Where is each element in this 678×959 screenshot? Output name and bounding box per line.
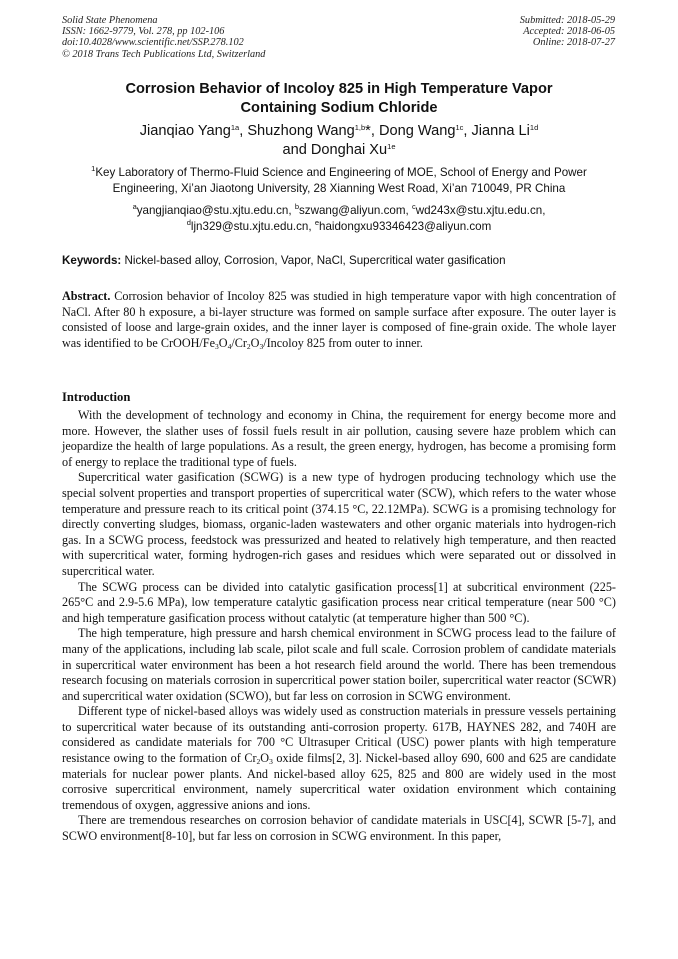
title-line-2: Containing Sodium Chloride: [240, 100, 438, 116]
journal-name: Solid State Phenomena: [62, 15, 158, 26]
dates-header: [520, 15, 615, 49]
author-name: Shuzhong Wang: [247, 123, 355, 139]
author-and: and: [282, 141, 307, 158]
affiliation-line-1: Key Laboratory of Thermo-Fluid Science and Engineering of MOE, School of Energy and Power: [95, 166, 587, 179]
author-name: Jianqiao Yang: [139, 123, 231, 139]
author-name: Donghai Xu: [310, 141, 388, 158]
paragraph: The high temperature, high pressure and harsh chemical environment in SCWG process lead to the failure of many of the applications, including lab scale, pilot scale and full scale. Corrosion problem of candidate materials in supercritical water environment has been a hot research field around the world. There has been tremendous research focusing on materials corrosion in supercritical power station boiler, supercritical water reactor (SCWR) and supercritical water oxidation (SCWO), but far less on corrosion in SCWG environment.: [62, 626, 616, 703]
author-sup: 1d: [529, 123, 539, 132]
issn: ISSN: 1662-9779, Vol. 278, pp 102-106: [62, 26, 225, 38]
affiliation-number: 1: [91, 164, 96, 173]
author-sup: 1,b: [354, 123, 366, 132]
title-line-1: Corrosion Behavior of Incoloy 825 in High Temperature Vapor: [125, 81, 553, 97]
accepted-date: Accepted: 2018-06-05: [523, 26, 615, 38]
email-link[interactable]: szwang@aliyun.com,: [299, 204, 409, 217]
submitted-date: Submitted: 2018-05-29: [519, 15, 615, 26]
email-link[interactable]: yangjianqiao@stu.xjtu.edu.cn,: [136, 204, 292, 217]
abstract: Abstract. Corrosion behavior of Incoloy 825 was studied in high temperature vapor with high concentration of NaCl. After 80 h exposure, a bi-layer structure was formed on sample surface after exposure. The outer layer is consisted of loose and large-grain oxides, and the inner layer is composed of fine-grain oxide. The whole layer was identified to be CrOOH/$Fe_3O_4/Cr_2O_3$/Incoloy 825 from outer to inner.: [62, 289, 616, 351]
paragraph: Different type of nickel-based alloys was widely used as construction materials in pressure vessels pertaining to supercritical water because of its outstanding anti-corrosion property. 617B, HAYNES 282, and 740H are considered as candidate materials for 700 °C Ultrasuper Critical (USC) power plants with high temperature resistance owing to the formation of $Cr_2O_3$ oxide films[2, 3]. Nickel-based alloy 690, 600 and 625 are candidate materials for nuclear power plants. And nickel-based alloy 625, 825 and 800 are widely used in the most corrosive supercritical environment, namely supercritical water oxidation environment which containing tremendous of oxygen, aggressive anions and ions.: [62, 704, 616, 812]
author-name: Dong Wang: [378, 123, 456, 139]
email-link[interactable]: haidongxu93346423@aliyun.com: [319, 220, 492, 233]
abstract-label: Abstract.: [62, 289, 111, 303]
keywords: [62, 253, 616, 269]
paragraph: Supercritical water gasification (SCWG) is a new type of hydrogen producing technology which use the special solvent properties and transport properties of supercritical water (SCW), which refers to the water whose temperature and pressure reach to its critical point (374.15 °C, 22.12MPa). SCWG is a promising technology for directly converting sludges, biomass, organic-laden wastewaters and other organic materials into hydrogen-rich gas. In a SCWG process, feedstock was pressurized and heated to relatively high temperature, and then reacted with supercritical water, forming hydrogen-rich gases and residues which were separated out or dissolved in supercritical water.: [62, 470, 616, 578]
affiliation-line-2: Engineering, Xi’an Jiaotong University, 28 Xianning West Road, Xi’an 710049, PR China: [112, 182, 566, 195]
author-sup: 1a: [230, 123, 240, 132]
paragraph: With the development of technology and economy in China, the requirement for energy become more and more. However, the slather uses of fossil fuels result in air pollution, causing severe haze problem which can jeopardize the health of large populations. As a result, the green energy, hydrogen, has become a promising form of energy to replace the traditional type of fuels.: [62, 408, 616, 469]
email-link[interactable]: ljn329@stu.xjtu.edu.cn,: [190, 220, 312, 233]
paragraph: There are tremendous researches on corrosion behavior of candidate materials in USC[4], SCWR [5-7], and SCWO environment[8-10], but far less on corrosion in SCWG environment. In this paper,: [62, 813, 616, 844]
copyright: © 2018 Trans Tech Publications Ltd, Switzerland: [62, 48, 266, 60]
keywords-label: Keywords:: [62, 254, 122, 267]
keywords-text: Nickel-based alloy, Corrosion, Vapor, NaCl, Supercritical water gasification: [124, 254, 506, 267]
introduction-body: [62, 408, 616, 845]
author-list: Jianqiao Yang$^{1a}$, Shuzhong Wang$^{1,b}$*, Dong Wang$^{1c}$, Jianna $Li^{1d}$ and Donghai $Xu^{1e}$: [139, 123, 539, 158]
section-heading-introduction: Introduction: [62, 390, 131, 404]
online-date: Online: 2018-07-27: [532, 37, 615, 49]
paper-title: [62, 80, 616, 118]
author-sup: 1c: [455, 123, 464, 132]
doi: doi:10.4028/www.scientific.net/SSP.278.102: [62, 37, 244, 49]
journal-header: [62, 15, 265, 60]
abstract-text: Corrosion behavior of Incoloy 825 was studied in high temperature vapor with high concentration of NaCl. After 80 h exposure, a bi-layer structure was formed on sample surface after exposure. The outer layer is consisted of loose and large-grain oxides, and the inner layer is composed of fine-grain oxide. The whole layer was identified to be CrOOH/Fe: [62, 289, 616, 350]
author-name: Jianna Li: [471, 123, 530, 139]
email-list: $^a$yangjianqiao@stu.xjtu.edu.cn, $^b$szwang@aliyun.com, $^c$wd243x@stu.xjtu.edu.cn, $^d$ljn329@stu.xjtu.edu.cn, $^e$haidongxu93346423@aliyun.com: [132, 202, 546, 233]
email-link[interactable]: wd243x@stu.xjtu.edu.cn,: [415, 204, 546, 217]
affiliation: [62, 165, 616, 197]
paragraph: The SCWG process can be divided into catalytic gasification process[1] at subcritical environment (225-265°C and 2.9-5.6 MPa), low temperature catalytic gasification process near critical temperature (near 500 °C) and high temperature gasification process without catalytic (at temperature higher than 500 °C).: [62, 579, 616, 625]
author-sup: 1e: [387, 141, 396, 151]
